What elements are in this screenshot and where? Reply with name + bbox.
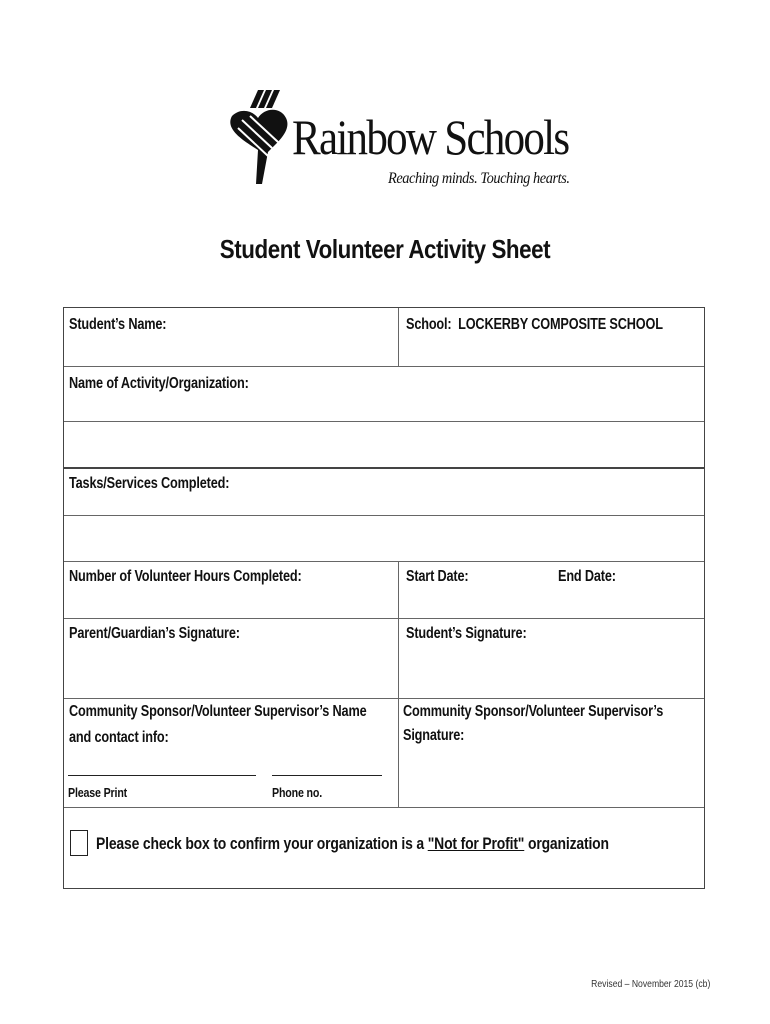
logo-tagline: Reaching minds. Touching hearts. [388, 170, 570, 187]
tasks-field[interactable] [64, 469, 705, 515]
sponsor-signature-label-line1: Community Sponsor/Volunteer Supervisor’s [403, 703, 664, 720]
start-date-label: Start Date: [406, 568, 469, 585]
parent-signature-field[interactable] [64, 619, 398, 698]
sponsor-signature-label-line2: Signature: [403, 727, 465, 744]
revised-note: Revised – November 2015 (cb) [590, 978, 710, 990]
phone-label: Phone no. [272, 785, 323, 800]
school-field[interactable] [399, 308, 705, 366]
please-print-line[interactable] [68, 775, 256, 776]
checkbox-text-after: organization [524, 834, 609, 853]
tasks-field-line2[interactable] [64, 516, 705, 561]
school-label-text: School: [406, 316, 452, 333]
not-for-profit-row [64, 808, 705, 889]
student-signature-field[interactable] [399, 619, 705, 698]
sponsor-signature-field[interactable] [399, 699, 705, 807]
not-for-profit-checkbox[interactable] [70, 830, 88, 856]
start-date-field[interactable] [399, 562, 549, 618]
student-signature-label: Student’s Signature: [406, 625, 527, 642]
school-label [406, 316, 663, 334]
sponsor-name-label-line2: and contact info: [69, 729, 169, 746]
not-for-profit-label [96, 834, 609, 854]
phone-line[interactable] [272, 775, 382, 776]
parent-signature-label: Parent/Guardian’s Signature: [69, 625, 240, 642]
not-for-profit-text: "Not for Profit" [427, 834, 525, 853]
hours-label: Number of Volunteer Hours Completed: [69, 568, 302, 585]
end-date-label: End Date: [558, 568, 616, 585]
student-name-label: Student’s Name: [69, 316, 167, 333]
sponsor-name-label-line1: Community Sponsor/Volunteer Supervisor’s Name [69, 703, 367, 720]
student-name-field[interactable] [64, 308, 398, 366]
volunteer-form [63, 307, 705, 889]
heart-logo-icon [228, 86, 294, 186]
activity-field[interactable] [64, 367, 705, 421]
checkbox-text-before: Please check box to confirm your organization is a [96, 834, 428, 853]
rainbow-schools-logo [228, 86, 570, 198]
school-value: LOCKERBY COMPOSITE SCHOOL [458, 316, 663, 333]
activity-field-line2[interactable] [64, 422, 705, 467]
activity-label: Name of Activity/Organization: [69, 375, 249, 392]
end-date-field[interactable] [554, 562, 704, 618]
tasks-label: Tasks/Services Completed: [69, 475, 230, 492]
logo-wordmark: Rainbow Schools [292, 109, 569, 165]
hours-field[interactable] [64, 562, 398, 618]
please-print-label: Please Print [68, 785, 128, 800]
page-title: Student Volunteer Activity Sheet [219, 234, 551, 264]
